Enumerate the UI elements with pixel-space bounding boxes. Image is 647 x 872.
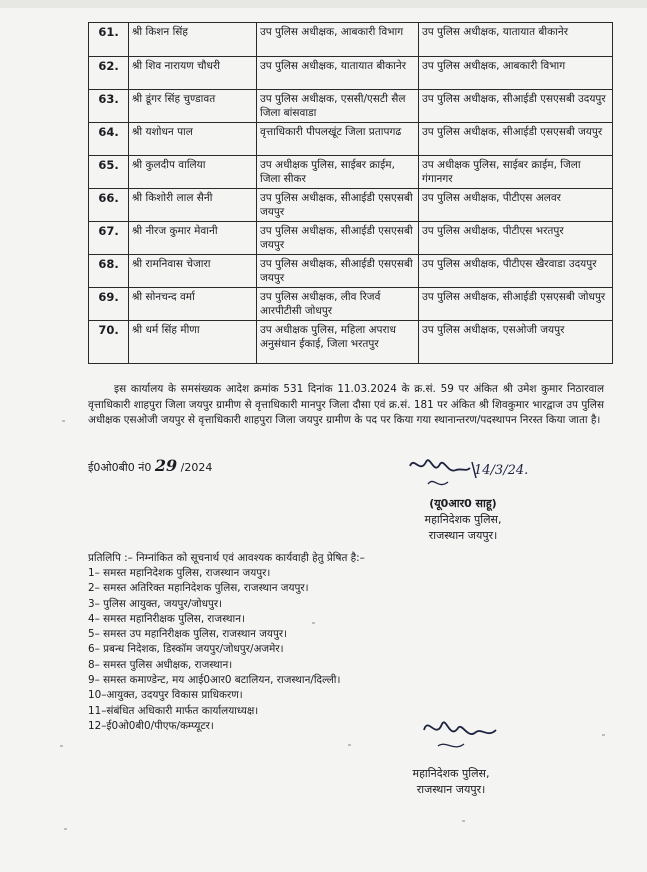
- serial-number: 67.: [89, 222, 129, 255]
- copy-list-item: 10–आयुक्त, उदयपुर विकास प्राधिकरण।: [88, 689, 243, 702]
- copy-heading: प्रतिलिपि :– निम्नांकित को सूचनार्थ एवं आवश्यक कार्यवाही हेतु प्रेषित है:–: [88, 552, 365, 564]
- officer-name: श्री किशोरी लाल सैनी: [129, 189, 257, 222]
- current-posting: उप अधीक्षक पुलिस, महिला अपराध अनुसंधान ईकाई, जिला भरतपुर: [257, 321, 419, 364]
- table-row: [89, 90, 613, 123]
- serial-number: 65.: [89, 156, 129, 189]
- table-row: [89, 189, 613, 222]
- new-posting: उप पुलिस अधीक्षक, सीआईडी एसएसबी उदयपुर: [419, 90, 613, 123]
- new-posting: उप पुलिस अधीक्षक, पीटीएस भरतपुर: [419, 222, 613, 255]
- copy-list-item: 8– समस्त पुलिस अधीक्षक, राजस्थान।: [88, 658, 233, 671]
- signature-1-block: [408, 496, 518, 544]
- scan-edge: [0, 0, 647, 8]
- table-row: [89, 23, 613, 57]
- scan-speck: [602, 734, 605, 736]
- current-posting: वृत्ताधिकारी पीपलखूंट जिला प्रतापगढ: [257, 123, 419, 156]
- officer-name: श्री किशन सिंह: [129, 23, 257, 57]
- copy-list-item: 11–संबंधित अधिकारी मार्फत कार्यालयाध्यक्ष।: [88, 704, 259, 717]
- current-posting: उप पुलिस अधीक्षक, यातायात बीकानेर: [257, 57, 419, 90]
- table-row: [89, 255, 613, 288]
- copy-list-item: 9– समस्त कमाण्डेन्ट, मय आई0आर0 बटालियन, राजस्थान/दिल्ली।: [88, 674, 341, 687]
- scan-speck: [312, 622, 315, 624]
- officer-name: श्री सोनचन्द वर्मा: [129, 288, 257, 321]
- copy-list-item: 3– पुलिस आयुक्त, जयपुर/जोधपुर।: [88, 597, 223, 610]
- signatory-name: (यू0आर0 साहू): [429, 497, 497, 510]
- copy-list-item: 2– समस्त अतिरिक्त महानिदेशक पुलिस, राजस्थान जयपुर।: [88, 582, 309, 595]
- new-posting: उप पुलिस अधीक्षक, यातायात बीकानेर: [419, 23, 613, 57]
- table-row: [89, 123, 613, 156]
- current-posting: उप पुलिस अधीक्षक, सीआईडी एसएसबी जयपुर: [257, 255, 419, 288]
- officer-name: श्री डूंगर सिंह चुण्डावत: [129, 90, 257, 123]
- signature-2-block: [395, 766, 507, 798]
- order-number-handwritten: 29: [154, 456, 178, 475]
- new-posting: उप पुलिस अधीक्षक, पीटीएस खैरवाडा उदयपुर: [419, 255, 613, 288]
- current-posting: उप पुलिस अधीक्षक, आबकारी विभाग: [257, 23, 419, 57]
- current-posting: उप अधीक्षक पुलिस, साईबर क्राईम, जिला सीकर: [257, 156, 419, 189]
- serial-number: 68.: [89, 255, 129, 288]
- svg-text:14/3/24.: 14/3/24.: [474, 463, 529, 478]
- serial-number: 69.: [89, 288, 129, 321]
- current-posting: उप पुलिस अधीक्षक, लीव रिजर्व आरपीटीसी जोधपुर: [257, 288, 419, 321]
- cancellation-paragraph: इस कार्यालय के समसंख्यक आदेश क्रमांक 531 दिनांक 11.03.2024 के क्र.सं. 59 पर अंकित श्री उमेश कुमार निठारवाल वृत्ताधिकारी शाहपुरा जिला जयपुर ग्रामीण से वृत्ताधिकारी मानपुर जिला दौसा एवं क्र.सं. 181 पर अंकित श्री शिवकुमार भारद्वाज उप पुलिस अधीक्षक एसओजी जयपुर से वृत्ताधिकारी शाहपुरा जिला जयपुर ग्रामीण के पद पर किया गया स्थानान्तरण/पदस्थापन निरस्त किया जाता है।: [88, 383, 604, 426]
- scan-speck: [348, 744, 351, 746]
- new-posting: उप पुलिस अधीक्षक, सीआईडी एसएसबी जोधपुर: [419, 288, 613, 321]
- officer-name: श्री यशोधन पाल: [129, 123, 257, 156]
- copy-list-item: 12–ई0ओ0बी0/पीएफ/कम्प्यूटर।: [88, 719, 214, 732]
- officer-name: श्री शिव नारायण चौधरी: [129, 57, 257, 90]
- scan-speck: [462, 820, 465, 822]
- serial-number: 70.: [89, 321, 129, 364]
- new-posting: उप पुलिस अधीक्षक, पीटीएस अलवर: [419, 189, 613, 222]
- order-number: [88, 456, 212, 475]
- current-posting: उप पुलिस अधीक्षक, एससी/एसटी सैल जिला बांसवाडा: [257, 90, 419, 123]
- table-row: [89, 321, 613, 364]
- new-posting: उप पुलिस अधीक्षक, एसओजी जयपुर: [419, 321, 613, 364]
- scan-speck: [60, 745, 63, 747]
- officer-name: श्री कुलदीप वालिया: [129, 156, 257, 189]
- table-row: [89, 156, 613, 189]
- signature-1: [400, 448, 560, 498]
- order-suffix: /2024: [177, 461, 213, 474]
- signatory-title-line2: राजस्थान जयपुर।: [428, 529, 498, 542]
- signature-2-title-line1: महानिदेशक पुलिस,: [412, 767, 490, 780]
- order-prefix: ई0ओ0बी0 नं0: [88, 461, 155, 474]
- transfer-table: [88, 22, 613, 364]
- copy-list: [88, 566, 340, 734]
- signature-2: [418, 710, 508, 760]
- copy-list-item: 4– समस्त महानिरीक्षक पुलिस, राजस्थान।: [88, 612, 245, 625]
- signature-2-title-line2: राजस्थान जयपुर।: [416, 783, 486, 796]
- copy-list-item: 1– समस्त महानिदेशक पुलिस, राजस्थान जयपुर।: [88, 567, 271, 579]
- scan-speck: [62, 420, 65, 422]
- serial-number: 63.: [89, 90, 129, 123]
- new-posting: उप अधीक्षक पुलिस, साईबर क्राईम, जिला गंगानगर: [419, 156, 613, 189]
- officer-name: श्री धर्म सिंह मीणा: [129, 321, 257, 364]
- officer-name: श्री नीरज कुमार मेवानी: [129, 222, 257, 255]
- serial-number: 64.: [89, 123, 129, 156]
- serial-number: 62.: [89, 57, 129, 90]
- copy-list-item: 5– समस्त उप महानिरीक्षक पुलिस, राजस्थान जयपुर।: [88, 628, 288, 641]
- table-row: [89, 222, 613, 255]
- new-posting: उप पुलिस अधीक्षक, आबकारी विभाग: [419, 57, 613, 90]
- current-posting: उप पुलिस अधीक्षक, सीआईडी एसएसबी जयपुर: [257, 189, 419, 222]
- scan-speck: [64, 828, 67, 830]
- serial-number: 66.: [89, 189, 129, 222]
- serial-number: 61.: [89, 23, 129, 57]
- signatory-title-line1: महानिदेशक पुलिस,: [424, 513, 502, 526]
- current-posting: उप पुलिस अधीक्षक, सीआईडी एसएसबी जयपुर: [257, 222, 419, 255]
- new-posting: उप पुलिस अधीक्षक, सीआईडी एसएसबी जयपुर: [419, 123, 613, 156]
- table-row: [89, 288, 613, 321]
- officer-name: श्री रामनिवास चेजारा: [129, 255, 257, 288]
- table-row: [89, 57, 613, 90]
- copy-list-item: 6– प्रबन्ध निदेशक, डिस्कॉम जयपुर/जोधपुर/अजमेर।: [88, 643, 284, 656]
